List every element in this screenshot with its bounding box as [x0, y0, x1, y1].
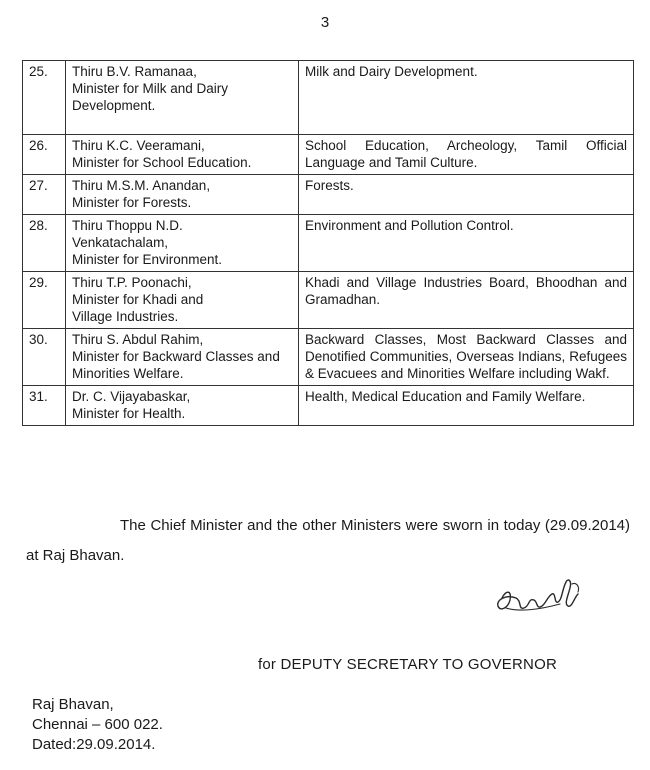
minister-name: Thiru S. Abdul Rahim, — [72, 332, 204, 347]
signatory-line: for DEPUTY SECRETARY TO GOVERNOR — [258, 656, 557, 673]
row-number: 31. — [23, 386, 66, 426]
row-number: 26. — [23, 135, 66, 175]
minister-cell — [66, 272, 299, 329]
minister-designation: Minister for Environment. — [72, 252, 223, 267]
minister-designation: Minister for Backward Classes and Minorities Welfare. — [72, 349, 280, 381]
minister-cell — [66, 215, 299, 272]
minister-cell — [66, 386, 299, 426]
row-number: 25. — [23, 61, 66, 135]
row-number: 27. — [23, 175, 66, 215]
minister-name: Thiru M.S.M. Anandan, — [72, 178, 211, 193]
portfolio-cell: Health, Medical Education and Family Welfare. — [299, 386, 634, 426]
minister-cell — [66, 61, 299, 135]
minister-cell — [66, 329, 299, 386]
portfolio-cell: Backward Classes, Most Backward Classes and Denotified Communities, Overseas Indians, Refugees & Evacuees and Minorities Welfare including Wakf. — [299, 329, 634, 386]
minister-cell — [66, 175, 299, 215]
minister-designation: Minister for Health. — [72, 406, 186, 421]
table-row — [23, 135, 634, 175]
address-block — [32, 695, 163, 755]
minister-designation: Minister for Milk and Dairy Development. — [72, 81, 229, 113]
page-number: 3 — [320, 14, 330, 31]
table-row — [23, 61, 634, 135]
statement-text: The Chief Minister and the other Ministers were sworn in today (29.09.2014) at Raj Bhavan. — [26, 517, 630, 564]
address-line-2: Chennai – 600 022. — [32, 716, 163, 733]
portfolio-cell: Khadi and Village Industries Board, Bhoodhan and Gramadhan. — [299, 272, 634, 329]
row-number: 29. — [23, 272, 66, 329]
minister-name: Thiru B.V. Ramanaa, — [72, 64, 197, 79]
minister-name: Dr. C. Vijayabaskar, — [72, 389, 191, 404]
table-row — [23, 386, 634, 426]
portfolio-cell: Milk and Dairy Development. — [299, 61, 634, 135]
minister-cell — [66, 135, 299, 175]
minister-designation: Minister for School Education. — [72, 155, 252, 170]
minister-name: Thiru T.P. Poonachi, — [72, 275, 192, 290]
table-row — [23, 175, 634, 215]
ministers-table-body — [23, 61, 634, 426]
ministers-table — [22, 60, 634, 426]
signature-image — [488, 568, 598, 628]
table-row — [23, 215, 634, 272]
address-line-1: Raj Bhavan, — [32, 696, 114, 713]
table-row — [23, 272, 634, 329]
portfolio-cell: School Education, Archeology, Tamil Official Language and Tamil Culture. — [299, 135, 634, 175]
table-row — [23, 329, 634, 386]
date-line: Dated:29.09.2014. — [32, 736, 156, 753]
portfolio-cell: Environment and Pollution Control. — [299, 215, 634, 272]
portfolio-cell: Forests. — [299, 175, 634, 215]
minister-name: Thiru K.C. Veeramani, — [72, 138, 205, 153]
row-number: 30. — [23, 329, 66, 386]
minister-name: Thiru Thoppu N.D. Venkatachalam, — [72, 218, 183, 250]
minister-designation: Minister for Forests. — [72, 195, 192, 210]
row-number: 28. — [23, 215, 66, 272]
swearing-in-statement — [26, 511, 630, 571]
minister-designation: Minister for Khadi and Village Industries. — [72, 292, 204, 324]
